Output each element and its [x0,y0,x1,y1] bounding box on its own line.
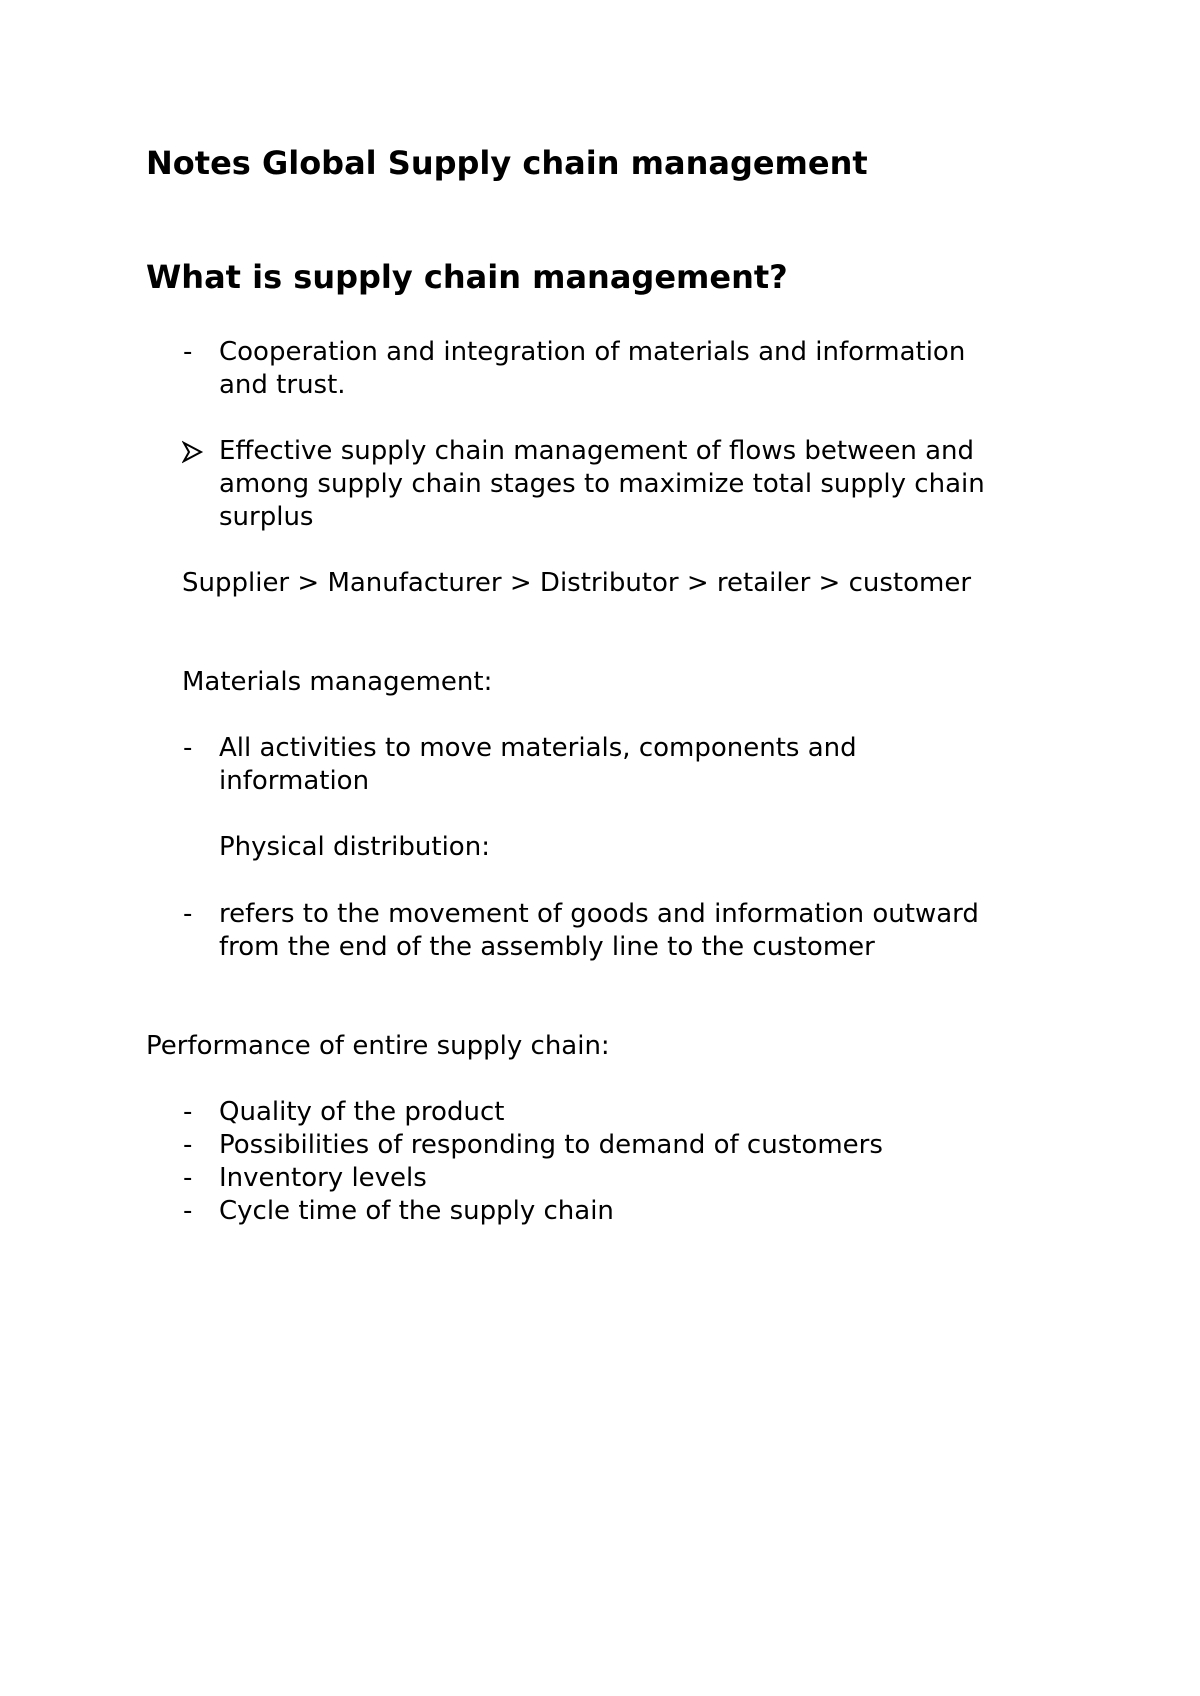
list-item-line: Effective supply chain management of flows between and [219,436,975,466]
list-item: Cycle time of the supply chain [219,1196,614,1226]
list-item-line: information [219,766,370,796]
performance-label: Performance of entire supply chain: [146,1031,610,1061]
section-heading: What is supply chain management? [146,258,788,296]
dash-bullet: - [183,337,193,367]
arrowhead-bullet-icon [182,440,204,464]
list-item: Quality of the product [219,1097,505,1127]
materials-label: Materials management: [182,667,493,697]
list-item: Inventory levels [219,1163,427,1193]
dash-bullet: - [183,1196,193,1226]
list-item-line: surplus [219,502,314,532]
supply-chain-flow: Supplier > Manufacturer > Distributor > retailer > customer [182,568,972,598]
list-item-line: among supply chain stages to maximize total supply chain [219,469,985,499]
list-item-line: All activities to move materials, components and [219,733,857,763]
dash-bullet: - [183,733,193,763]
document-title: Notes Global Supply chain management [146,144,868,182]
list-item-line: Cooperation and integration of materials and information [219,337,966,367]
list-item: Possibilities of responding to demand of customers [219,1130,883,1160]
dash-bullet: - [183,1130,193,1160]
list-item-line: and trust. [219,370,346,400]
dash-bullet: - [183,1097,193,1127]
dash-bullet: - [183,1163,193,1193]
list-item-line: from the end of the assembly line to the customer [219,932,875,962]
dash-bullet: - [183,899,193,929]
physical-distribution-label: Physical distribution: [219,832,490,862]
list-item-line: refers to the movement of goods and information outward [219,899,979,929]
